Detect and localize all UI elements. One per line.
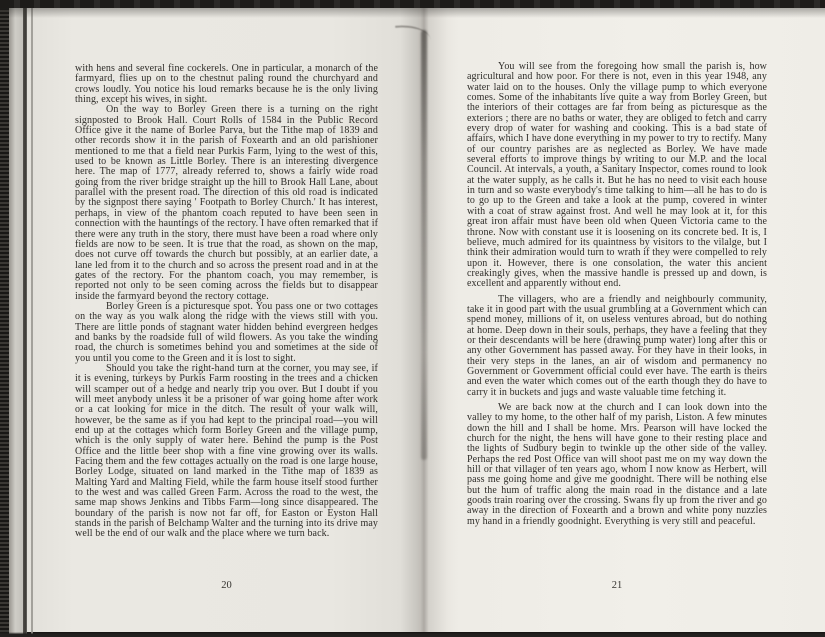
- book-top-edge-shadow: [0, 8, 825, 18]
- paragraph: You will see from the foregoing how small the parish is, how agricultural and how poor. For there is not, even in this year 1948, any water laid on to the houses. Only the village pump to which everyone comes. Some of the inhabitants live quite a way from Borley Green, but the interiors of their cottages are far from being as picturesque as the exteriors ; there are no baths or water, they are obliged to fetch and carry every drop of water for washing and cooking. This is a bad state of affairs, which I have done everything in my power to try to rectify. Many of our country parishes are as neglected as Borley. We have made several efforts to improve things by writing to our M.P. and the local Council. At intervals, a youth, a Sanitary Inspector, comes round to look at the water supply, as he calls it. But he has no need to visit each house in turn and so waste everybody's time talking to him—all he has to do is to go up to the Green and take a look at the pump, covered in winter with a coat of straw against frost. And well he may look at it, for this great iron affair must have been old when Queen Victoria came to the throne. Now with constant use it is loosening on its concrete bed. It is, I believe, much admired for its quaintness by visitors to the vilalge, but I think their admiration would turn to wrath if they were compelled to rely upon it. However, there is one consolation, the water this ancient creakingly gives, when the massive handle is pressed up and down, is excellent and apparently without end.: [467, 61, 767, 290]
- page-stack-edge: [9, 0, 23, 637]
- right-page-number: 21: [611, 580, 623, 591]
- book-bottom-edge: [0, 632, 825, 637]
- page-stack-edge-light-line: [31, 0, 33, 637]
- right-page-text: [467, 62, 767, 527]
- book-spine-edge: [0, 0, 9, 637]
- paragraph: We are back now at the church and I can look down into the valley to my home, to the other half of my parish, Liston. A few minutes down the hill and I shall be home. Mrs. Pearson will have locked the church for the night, the hens will have gone to their resting place and the lights of Sudbury begin to twinkle up the other side of the valley. Perhaps the red Post Office van will shoot past me on my way down the hill or that villager of ten years ago, whom I now know as Herbert, will pass me going home and give me goodnight. There will be nothing else but the hum of traffic along the main road in the distance and a late goods train roaring over the crossing. Swans fly up from the river and go away in the direction of Foxearth and a brown and white pony nuzzles my hand in a friendly goodnight. Everything is very still and peaceful.: [467, 402, 767, 527]
- page-stack-edge-dark-line: [23, 0, 27, 637]
- paragraph: with hens and several fine cockerels. One in particular, a monarch of the farmyard, flies up on to the chestnut paling round the churchyard and crows loudly. You notice his loud remarks because he is the only living thing, except his wives, in sight.: [75, 63, 378, 106]
- paragraph: The villagers, who are a friendly and neighbourly community, take it in good part with the usual grumbling at a Government which can spend money, millions of it, on useless ventures abroad, but do nothing at home. Deep down in their souls, perhaps, they have a feeling that they or their descendants will be here (drawing pump water) long after this or any other Government has passed away. For they have in their looks, in their very steps in the lanes, an air of wisdom and permanency no Government or Government official could ever have. The earth is theirs and even the water which comes out of the earth though they do have to carry it in buckets and jugs and waste valuable time fetching it.: [467, 293, 767, 398]
- paragraph: Borley Green is a picturesque spot. You pass one or two cottages on the way as you walk along the ridge with the views still with you. There are little ponds of stagnant water hidden behind evergreen hedges and banks by the roadside full of wild flowers. As you take the winding road, the church is sometimes behind you and sometimes at the side of you until you come to the Green and it is lost to sight.: [75, 300, 378, 364]
- right-page: [418, 8, 825, 632]
- left-page: [27, 8, 418, 632]
- paragraph: Should you take the right-hand turn at the corner, you may see, if it is evening, turkeys by Purkis Farm roosting in the trees and a chicken will scamper out of a hedge and nearly trip you over. But I doubt if you will meet anybody unless it be a prisoner of war going home after work or a cat looking for mice in the ditch. The result of your walk will, however, be the same as if you had kept to the principal road—you will end up at the cottages which form Borley Green and the village pump, which is the only supply of water here. Behind the pump is the Post Office and the little beer shop with a fine vine growing over its walls. Facing them and the few cottages actually on the road is one large house, Borley Lodge, situated on land marked in the Tithe map of 1839 as Malting Yard and Malting Field, while the farm house itself stood further to the west and was called Green Farm. Across the road to the west, the same map shows Jenkins and Tibbs Farm—long since disappeared. The boundary of the parish is now not far off, for Easton or Eyston Hall stands in the parish of Belchamp Walter and the turning into its drive may well be the end of our walk and the place where we turn back.: [75, 362, 378, 540]
- left-page-number: 20: [221, 580, 232, 591]
- left-page-text: [75, 64, 378, 540]
- book-top-edge: [0, 0, 825, 8]
- paragraph: On the way to Borley Green there is a turning on the right signposted to Brook Hall. Court Rolls of 1584 in the Public Record Office give it the name of Borlee Parva, but the Tithe map of 1839 and other records show it in the parish of Foxearth and an old parishioner mentioned to me that a field near Purkis Farm, lying to the west of this, used to be known as Little Borley. There is an interesting divergence here. The map of 1777, already referred to, shows a fairly wide road going from the river bridge straight up the hill to Brook Hall Lane, about parallel with the present road. The direction of this old road is indicated by the signpost there saying ' Footpath to Borley Church.' It has interest, perhaps, in view of the phantom coach reputed to have been seen in connection with the hauntings of the rectory. I have often remarked that if there were any truth in the story, there must have been a road where only fields are now to be seen. It is true that the road, as shown on the map, does not curve off towards the church but possibly, at an earlier date, a lane led from it to the church and so across the present road and in at the gates of the rectory. For the phantom coach, you may remember, is reported not only to be seen coming across the fields but to disappear inside the farmyard beyond the rectory cottage.: [75, 104, 378, 302]
